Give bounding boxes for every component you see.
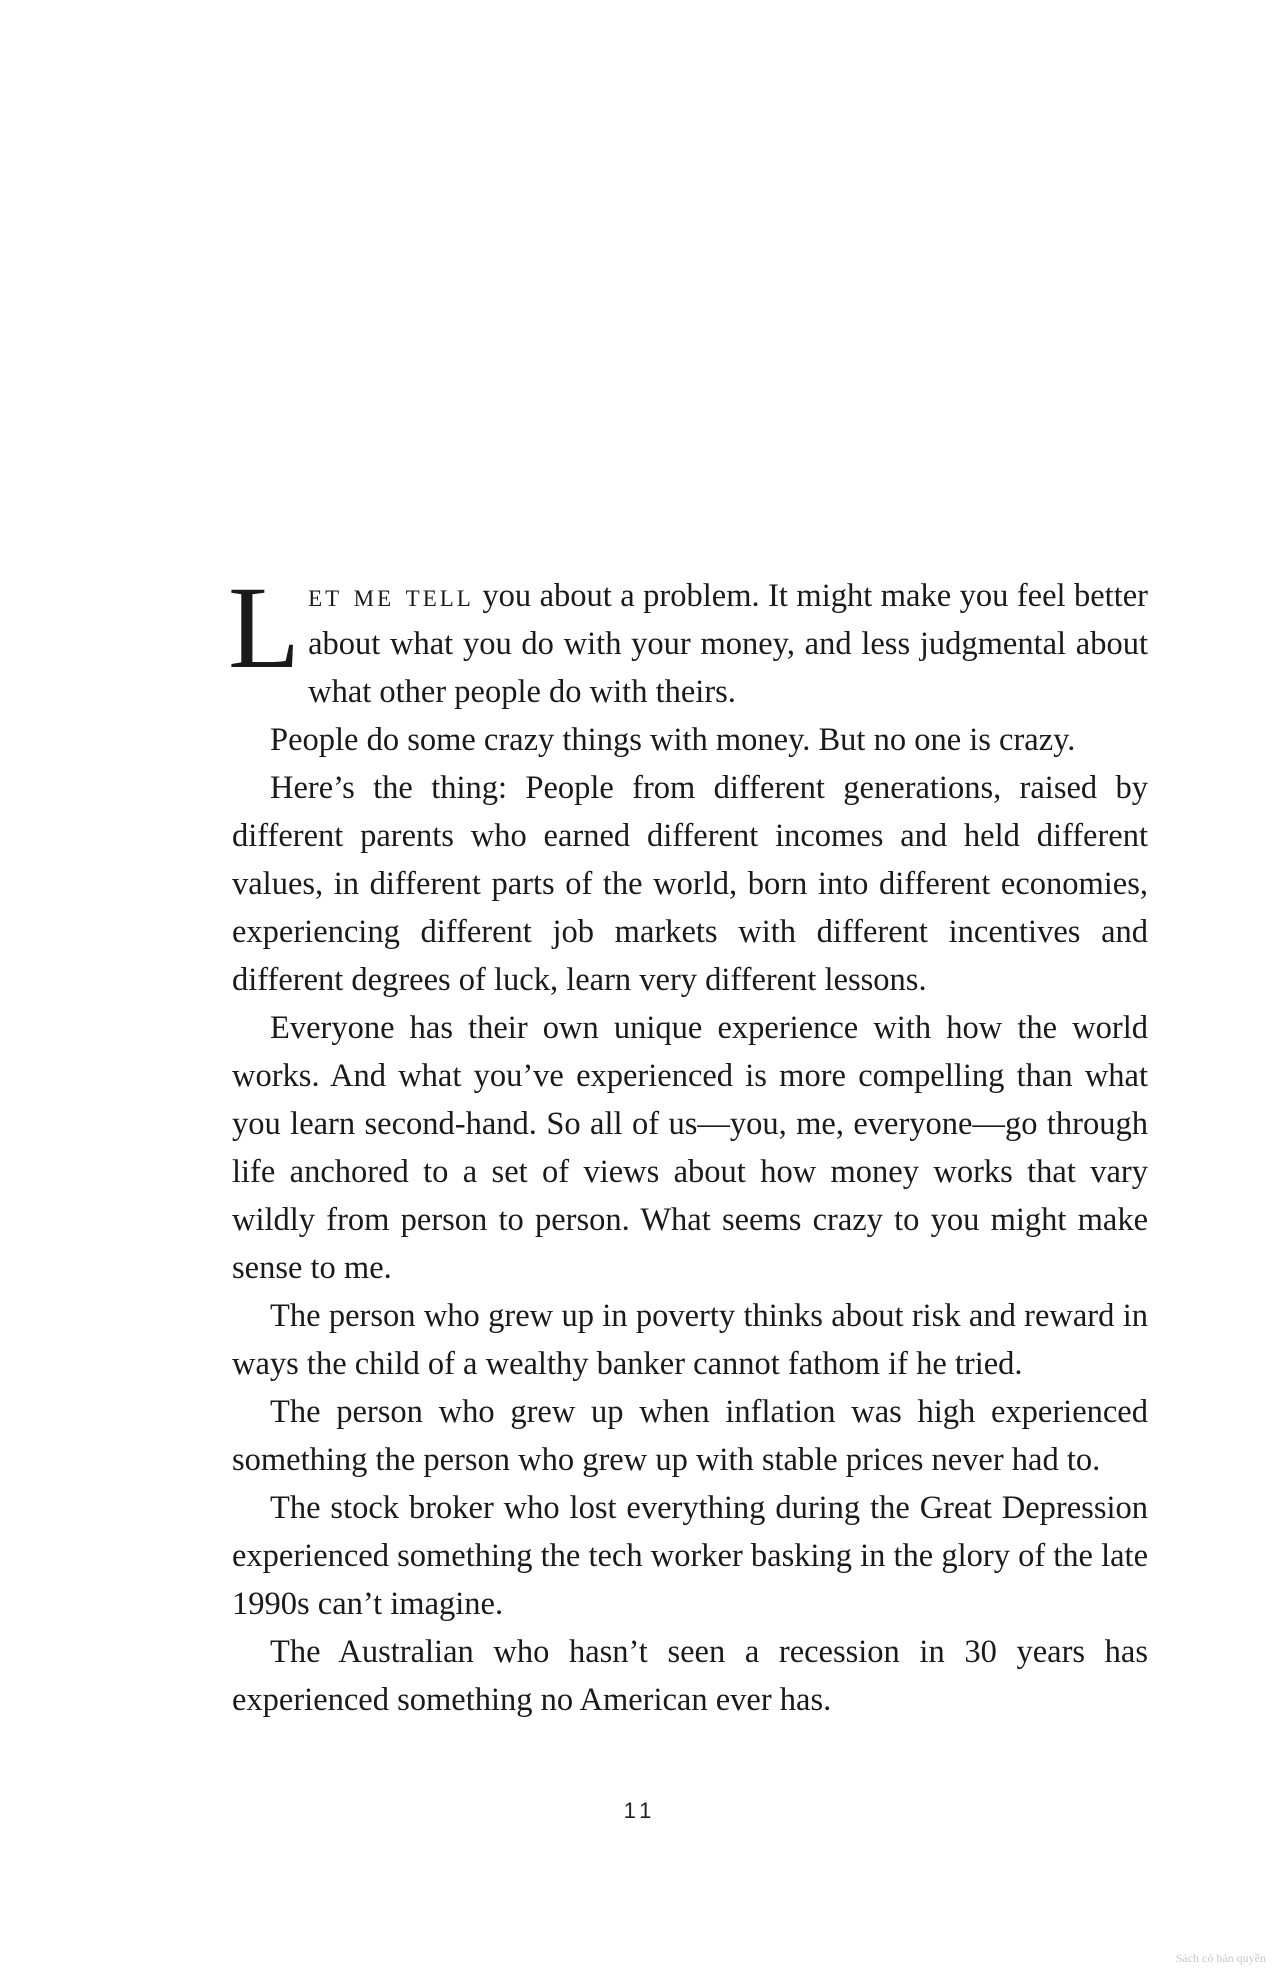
body-text xyxy=(228,562,1149,1724)
paragraph-4: Everyone has their own unique experience with how the world works. And what you’ve experienced is more compelling than what you learn second-hand. So all of us—you, me, everyone—go through life anchored to a set of views about how money works that vary wildly from person to person. What seems crazy to you might make sense to me. xyxy=(232,1010,1148,1286)
paragraph-1 xyxy=(228,562,1148,716)
paragraph-6: The person who grew up when inflation was high experienced something the person who grew up with stable prices never had to. xyxy=(232,1394,1148,1478)
paragraph-1-text: you about a problem. It might make you feel better about what you do with your money, and less judgmental about what other people do with theirs. xyxy=(308,578,1148,710)
paragraph-5: The person who grew up in poverty thinks about risk and reward in ways the child of a wealthy banker cannot fathom if he tried. xyxy=(232,1298,1148,1382)
paragraph-8: The Australian who hasn’t seen a recession in 30 years has experienced something no American ever has. xyxy=(232,1634,1148,1718)
drop-cap: L xyxy=(228,562,301,693)
page-number: 11 xyxy=(623,1798,657,1823)
opening-small-caps: et me tell xyxy=(308,578,474,614)
paragraph-3: Here’s the thing: People from different generations, raised by different parents who earned different incomes and held different values, in different parts of the world, born into different economies, experiencing different job markets with different incentives and different degrees of luck, learn very different lessons. xyxy=(232,770,1148,998)
paragraph-2: People do some crazy things with money. But no one is crazy. xyxy=(270,722,1076,758)
copyright-watermark: Sách có bản quyền xyxy=(1175,1951,1266,1965)
paragraph-7: The stock broker who lost everything during the Great Depression experienced something the tech worker basking in the glory of the late 1990s can’t imagine. xyxy=(232,1490,1149,1622)
